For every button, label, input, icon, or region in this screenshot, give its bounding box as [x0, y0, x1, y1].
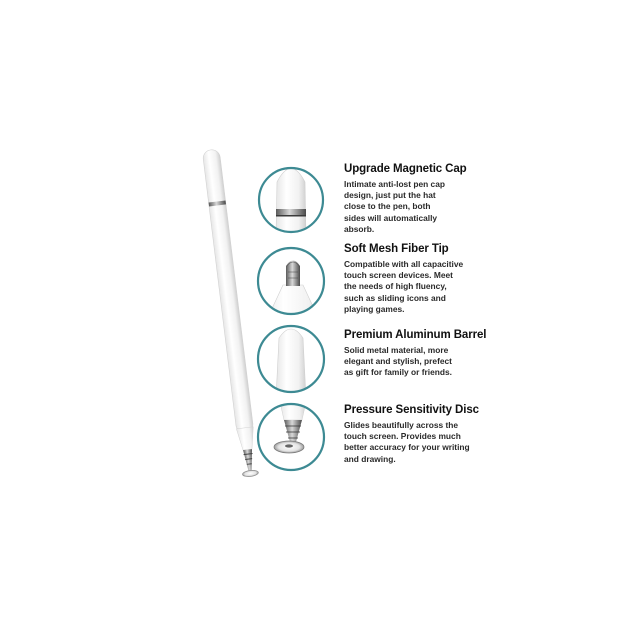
feature-magnetic-cap — [344, 163, 494, 235]
pen-metal-tip — [243, 449, 255, 472]
detail-circle-fiber-tip — [255, 245, 330, 330]
feature-title: Upgrade Magnetic Cap — [344, 163, 467, 175]
detail-circle-barrel — [255, 325, 330, 398]
detail-circle-disc — [255, 402, 330, 474]
feature-description: Compatible with all capacitive touch screen devices. Meet the needs of high fluency, such as sliding icons and playing games. — [344, 259, 464, 314]
feature-fiber-tip — [344, 243, 494, 315]
feature-title: Premium Aluminum Barrel — [344, 329, 487, 341]
pen-taper — [236, 427, 256, 451]
feature-title: Pressure Sensitivity Disc — [344, 404, 479, 416]
feature-description: Solid metal material, more elegant and stylish, prefect as gift for family or friends. — [344, 345, 452, 378]
feature-description: Intimate anti-lost pen cap design, just put the hat close to the pen, both sides will automatically absorb. — [344, 179, 445, 234]
pen-barrel — [202, 149, 254, 434]
feature-description: Glides beautifully across the touch screen. Provides much better accuracy for your writing and drawing. — [344, 420, 470, 464]
feature-title: Soft Mesh Fiber Tip — [344, 243, 449, 255]
feature-aluminum-barrel — [344, 329, 494, 379]
stylus-pen — [202, 149, 259, 478]
feature-pressure-disc — [344, 404, 494, 465]
detail-circle-cap — [255, 165, 330, 237]
pen-disc — [242, 469, 259, 477]
